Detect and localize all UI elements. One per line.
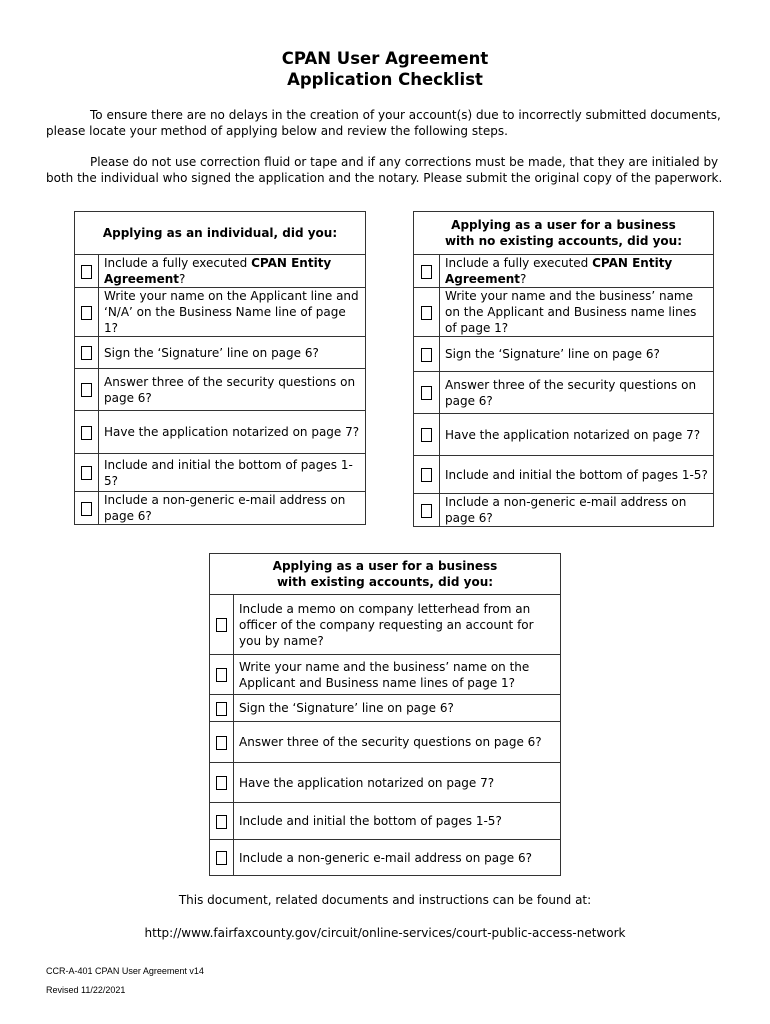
checkbox[interactable] <box>81 265 92 279</box>
checkbox[interactable] <box>81 466 92 480</box>
checklist-row <box>414 337 714 372</box>
checkbox[interactable] <box>216 702 227 716</box>
checklist-row <box>414 456 714 494</box>
cpan-url-link[interactable]: http://www.fairfaxcounty.gov/circuit/online-services/court-public-access-network <box>144 926 626 940</box>
intro-paragraph-1: To ensure there are no delays in the creation of your account(s) due to incorrectly submitted documents, please locate your method of applying below and review the following steps. <box>46 108 721 138</box>
checkbox[interactable] <box>421 504 432 518</box>
checklist-item-text: Answer three of the security questions on page 6? <box>440 372 714 414</box>
checkbox[interactable] <box>421 265 432 279</box>
existing-business-header-row <box>210 554 561 595</box>
checklist-row <box>210 763 561 803</box>
checkbox[interactable] <box>216 851 227 865</box>
checklist-item-text: Include a fully executed CPAN Entity Agreement? <box>440 255 714 288</box>
checkbox[interactable] <box>81 426 92 440</box>
checklist-item-text: Include a non-generic e-mail address on page 6? <box>99 492 366 525</box>
individual-header-row <box>75 212 366 255</box>
checkbox[interactable] <box>421 348 432 362</box>
revision-date: Revised 11/22/2021 <box>46 985 126 995</box>
form-identifier: CCR-A-401 CPAN User Agreement v14 <box>46 966 204 976</box>
checklist-item-text: Have the application notarized on page 7? <box>99 411 366 454</box>
checkbox[interactable] <box>216 776 227 790</box>
checklist-row <box>414 494 714 527</box>
checkbox[interactable] <box>81 502 92 516</box>
checkbox[interactable] <box>216 736 227 750</box>
checklist-item-text: Sign the ‘Signature’ line on page 6? <box>440 337 714 372</box>
checkbox[interactable] <box>216 668 227 682</box>
new-business-header-row <box>414 212 714 255</box>
checkbox[interactable] <box>421 428 432 442</box>
checklist-item-text: Answer three of the security questions on page 6? <box>234 722 561 763</box>
checklist-row <box>75 337 366 369</box>
new-business-checklist-table <box>413 211 714 527</box>
checklist-item-text: Have the application notarized on page 7? <box>440 414 714 456</box>
checkbox[interactable] <box>216 618 227 632</box>
checklist-item-text: Include a non-generic e-mail address on page 6? <box>440 494 714 527</box>
new-business-header: Applying as a user for a business with no existing accounts, did you: <box>414 212 714 255</box>
intro-paragraph-2: Please do not use correction fluid or tape and if any corrections must be made, that they are initialed by both the individual who signed the application and the notary. Please submit the original copy of the paperwork. <box>46 155 723 185</box>
checklist-item-text: Include a memo on company letterhead from an officer of the company requesting an account for you by name? <box>234 595 561 655</box>
title-line-2: Application Checklist <box>287 70 483 89</box>
checklist-item-text: Include and initial the bottom of pages 1-5? <box>440 456 714 494</box>
individual-header: Applying as an individual, did you: <box>75 212 366 255</box>
checklist-row <box>414 372 714 414</box>
checkbox[interactable] <box>421 386 432 400</box>
checklist-item-text: Sign the ‘Signature’ line on page 6? <box>99 337 366 369</box>
checkbox[interactable] <box>421 468 432 482</box>
checklist-row <box>414 255 714 288</box>
document-title <box>0 48 770 90</box>
checkbox[interactable] <box>216 815 227 829</box>
checklist-row <box>75 255 366 288</box>
checklist-item-text: Include and initial the bottom of pages 1-5? <box>99 454 366 492</box>
checklist-row <box>414 288 714 337</box>
checklist-row <box>210 840 561 876</box>
checklist-row <box>210 695 561 722</box>
checklist-item-text: Write your name and the business’ name on the Applicant and Business name lines of page 1? <box>234 655 561 695</box>
title-line-1: CPAN User Agreement <box>281 49 489 68</box>
checklist-item-text: Answer three of the security questions on page 6? <box>99 369 366 411</box>
checkbox[interactable] <box>421 306 432 320</box>
checklist-row <box>75 369 366 411</box>
checklist-row <box>75 454 366 492</box>
checklist-row <box>210 722 561 763</box>
existing-business-header: Applying as a user for a business with existing accounts, did you: <box>210 554 561 595</box>
checkbox[interactable] <box>81 306 92 320</box>
checklist-item-text: Write your name and the business’ name on the Applicant and Business name lines of page 1? <box>440 288 714 337</box>
documents-location-text: This document, related documents and instructions can be found at: <box>178 893 592 907</box>
checkbox[interactable] <box>81 346 92 360</box>
checklist-row <box>75 411 366 454</box>
checklist-item-text: Sign the ‘Signature’ line on page 6? <box>234 695 561 722</box>
checklist-item-text: Include and initial the bottom of pages 1-5? <box>234 803 561 840</box>
checklist-row <box>75 492 366 525</box>
checkbox[interactable] <box>81 383 92 397</box>
checklist-item-text: Include a fully executed CPAN Entity Agreement? <box>99 255 366 288</box>
checklist-row <box>414 414 714 456</box>
checklist-item-text: Write your name on the Applicant line and ‘N/A’ on the Business Name line of page 1? <box>99 288 366 337</box>
checklist-row <box>75 288 366 337</box>
individual-checklist-table <box>74 211 366 525</box>
checklist-item-text: Have the application notarized on page 7? <box>234 763 561 803</box>
checklist-row <box>210 803 561 840</box>
checklist-row <box>210 595 561 655</box>
checklist-item-text: Include a non-generic e-mail address on page 6? <box>234 840 561 876</box>
existing-business-checklist-table <box>209 553 561 876</box>
checklist-row <box>210 655 561 695</box>
